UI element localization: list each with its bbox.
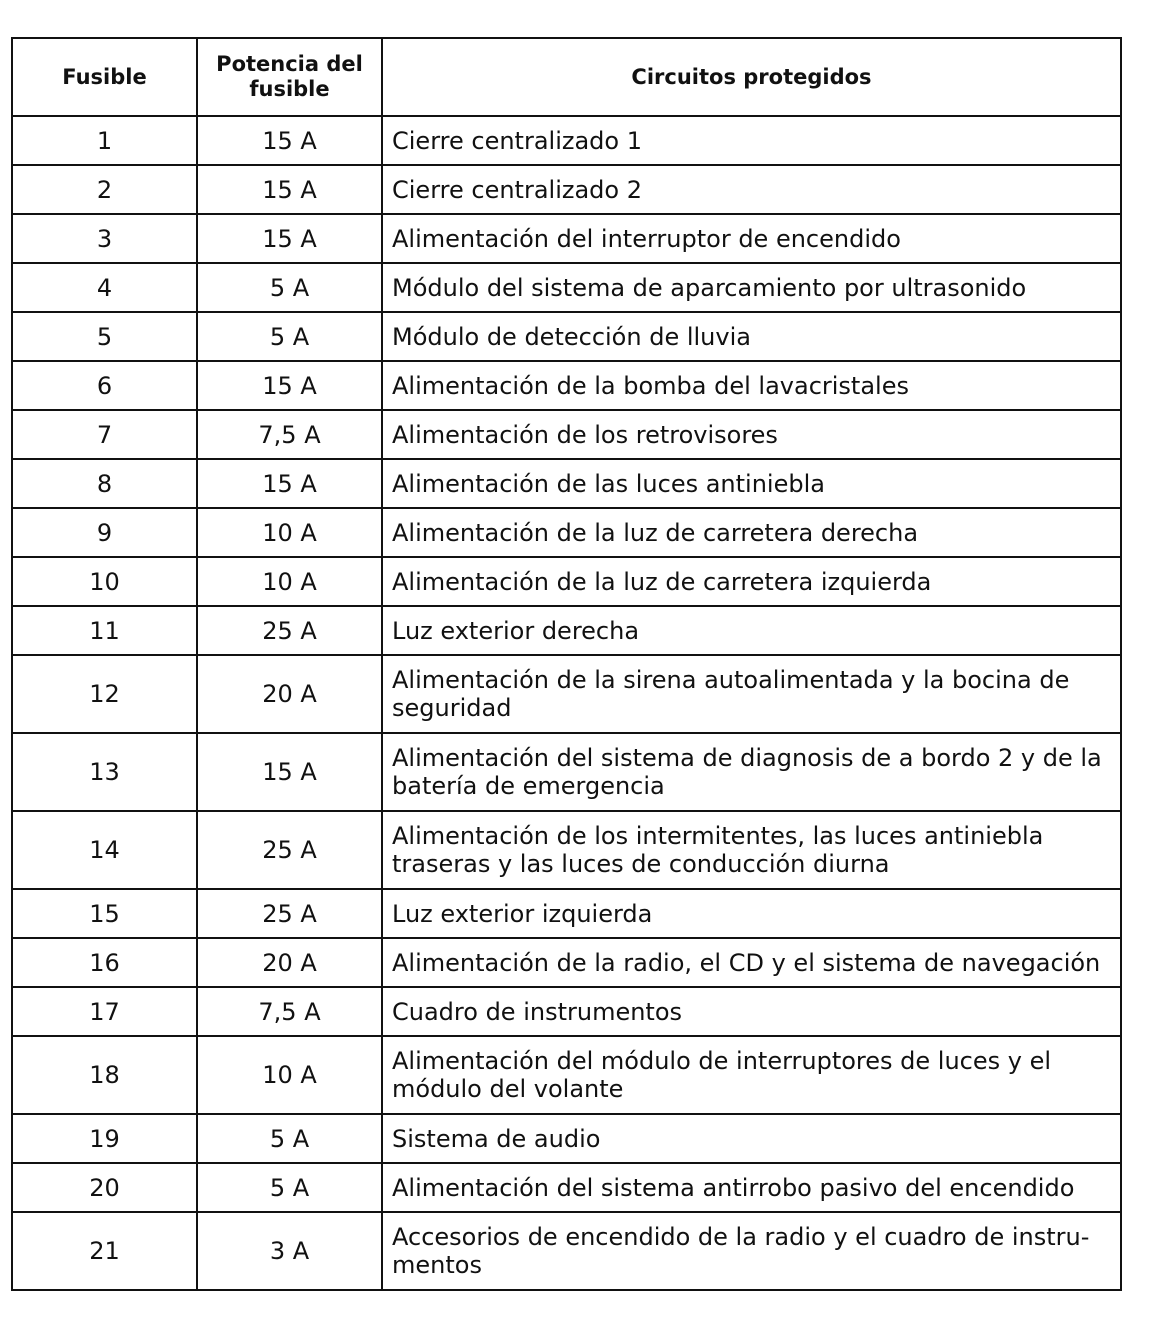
fuse-number-cell: 10: [12, 557, 197, 606]
fuse-number-cell: 11: [12, 606, 197, 655]
fuse-rating-cell: 10 A: [197, 557, 382, 606]
protected-circuit-text: Accesorios de encendido de la radio y el cuadro de instru-mentos: [392, 1223, 1090, 1279]
protected-circuit-text: Alimentación de la luz de carretera derecha: [392, 518, 919, 547]
fuse-rating-cell: 15 A: [197, 459, 382, 508]
protected-circuit-text: Alimentación del módulo de interruptores de luces y el módulo del volante: [392, 1047, 1052, 1103]
protected-circuit-cell: [382, 1036, 1121, 1114]
fuse-rating-cell: 15 A: [197, 361, 382, 410]
fuse-rating-cell: 25 A: [197, 889, 382, 938]
protected-circuit-text: Módulo del sistema de aparcamiento por ultrasonido: [392, 273, 1027, 302]
table-row: [12, 1114, 1121, 1163]
table-row: [12, 263, 1121, 312]
protected-circuit-cell: [382, 508, 1121, 557]
protected-circuit-cell: [382, 987, 1121, 1036]
table-row: [12, 655, 1121, 733]
protected-circuit-cell: [382, 1212, 1121, 1290]
fuse-number-cell: 13: [12, 733, 197, 811]
table-row: [12, 312, 1121, 361]
protected-circuit-text: Sistema de audio: [392, 1124, 601, 1153]
table-row: [12, 1163, 1121, 1212]
table-row: [12, 508, 1121, 557]
table-row: [12, 987, 1121, 1036]
fuse-number-cell: 17: [12, 987, 197, 1036]
protected-circuit-text: Alimentación de la luz de carretera izquierda: [392, 567, 932, 596]
protected-circuit-text: Alimentación del interruptor de encendido: [392, 224, 901, 253]
protected-circuit-text: Alimentación de la radio, el CD y el sistema de navegación: [392, 948, 1101, 977]
fuse-number-cell: 18: [12, 1036, 197, 1114]
fuse-rating-cell: 10 A: [197, 1036, 382, 1114]
protected-circuit-text: Cuadro de instrumentos: [392, 997, 683, 1026]
header-circuits: Circuitos protegidos: [382, 38, 1121, 116]
protected-circuit-cell: [382, 1163, 1121, 1212]
fuse-rating-cell: 15 A: [197, 733, 382, 811]
protected-circuit-cell: [382, 165, 1121, 214]
protected-circuit-text: Alimentación del sistema de diagnosis de a bordo 2 y de la batería de emergencia: [392, 744, 1102, 800]
table-row: [12, 361, 1121, 410]
protected-circuit-text: Módulo de detección de lluvia: [392, 322, 751, 351]
fuse-rating-cell: 5 A: [197, 312, 382, 361]
table-row: [12, 811, 1121, 889]
protected-circuit-cell: [382, 410, 1121, 459]
fuse-number-cell: 4: [12, 263, 197, 312]
protected-circuit-cell: [382, 459, 1121, 508]
fuse-number-cell: 9: [12, 508, 197, 557]
protected-circuit-cell: [382, 938, 1121, 987]
protected-circuit-cell: [382, 1114, 1121, 1163]
protected-circuit-text: Alimentación de la sirena autoalimentada y la bocina de seguridad: [392, 666, 1070, 722]
protected-circuit-cell: [382, 811, 1121, 889]
fuse-rating-cell: 5 A: [197, 1114, 382, 1163]
table-row: [12, 606, 1121, 655]
fuse-number-cell: 20: [12, 1163, 197, 1212]
protected-circuit-cell: [382, 889, 1121, 938]
protected-circuit-cell: [382, 557, 1121, 606]
fuse-rating-cell: 7,5 A: [197, 987, 382, 1036]
protected-circuit-text: Luz exterior izquierda: [392, 899, 653, 928]
table-row: [12, 1212, 1121, 1290]
fuse-rating-cell: 15 A: [197, 214, 382, 263]
fuse-rating-cell: 25 A: [197, 811, 382, 889]
header-rating: Potencia del fusible: [197, 38, 382, 116]
table-row: [12, 733, 1121, 811]
protected-circuit-cell: [382, 655, 1121, 733]
table-row: [12, 410, 1121, 459]
fuse-number-cell: 16: [12, 938, 197, 987]
protected-circuit-text: Alimentación de las luces antiniebla: [392, 469, 825, 498]
protected-circuit-text: Alimentación de los retrovisores: [392, 420, 778, 449]
table-row: [12, 165, 1121, 214]
fuse-rating-cell: 5 A: [197, 263, 382, 312]
protected-circuit-text: Cierre centralizado 2: [392, 175, 642, 204]
protected-circuit-cell: [382, 733, 1121, 811]
table-body: [12, 116, 1121, 1290]
protected-circuit-text: Alimentación del sistema antirrobo pasivo del encendido: [392, 1173, 1075, 1202]
fuse-number-cell: 7: [12, 410, 197, 459]
fuse-rating-cell: 15 A: [197, 165, 382, 214]
table-row: [12, 557, 1121, 606]
fuse-rating-cell: 3 A: [197, 1212, 382, 1290]
fuse-number-cell: 6: [12, 361, 197, 410]
table-row: [12, 116, 1121, 165]
fuse-rating-cell: 15 A: [197, 116, 382, 165]
protected-circuit-cell: [382, 116, 1121, 165]
header-fuse: Fusible: [12, 38, 197, 116]
protected-circuit-cell: [382, 214, 1121, 263]
fuse-rating-cell: 7,5 A: [197, 410, 382, 459]
fuse-rating-cell: 5 A: [197, 1163, 382, 1212]
fuse-number-cell: 12: [12, 655, 197, 733]
table-header-row: [12, 38, 1121, 116]
protected-circuit-cell: [382, 361, 1121, 410]
fuse-table: [11, 37, 1122, 1291]
fuse-number-cell: 1: [12, 116, 197, 165]
table-row: [12, 214, 1121, 263]
protected-circuit-cell: [382, 263, 1121, 312]
fuse-rating-cell: 20 A: [197, 655, 382, 733]
table-row: [12, 1036, 1121, 1114]
fuse-number-cell: 2: [12, 165, 197, 214]
table-row: [12, 459, 1121, 508]
fuse-number-cell: 5: [12, 312, 197, 361]
protected-circuit-cell: [382, 312, 1121, 361]
fuse-number-cell: 14: [12, 811, 197, 889]
fuse-number-cell: 8: [12, 459, 197, 508]
table-row: [12, 938, 1121, 987]
table-row: [12, 889, 1121, 938]
fuse-rating-cell: 25 A: [197, 606, 382, 655]
protected-circuit-cell: [382, 606, 1121, 655]
fuse-number-cell: 21: [12, 1212, 197, 1290]
protected-circuit-text: Alimentación de los intermitentes, las luces antiniebla traseras y las luces de conducción diurna: [392, 822, 1044, 878]
fuse-number-cell: 3: [12, 214, 197, 263]
fuse-rating-cell: 20 A: [197, 938, 382, 987]
protected-circuit-text: Alimentación de la bomba del lavacristales: [392, 371, 909, 400]
protected-circuit-text: Cierre centralizado 1: [392, 126, 642, 155]
fuse-number-cell: 19: [12, 1114, 197, 1163]
fuse-rating-cell: 10 A: [197, 508, 382, 557]
fuse-number-cell: 15: [12, 889, 197, 938]
protected-circuit-text: Luz exterior derecha: [392, 616, 640, 645]
